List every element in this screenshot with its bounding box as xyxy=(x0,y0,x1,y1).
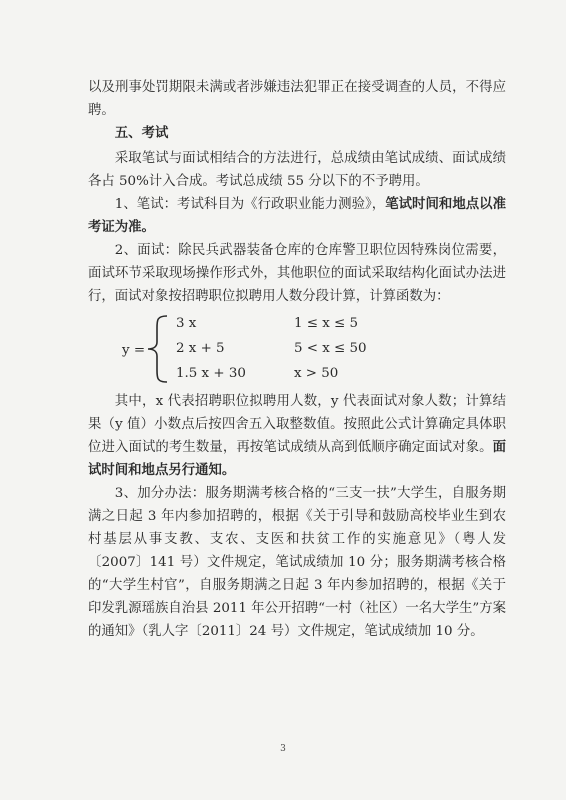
formula-cond-2: 5 < x ≤ 50 xyxy=(294,341,367,356)
formula-y-label: y = xyxy=(122,343,146,358)
interview-notice-bold: 面试时间和地点另行通知。 xyxy=(88,439,506,478)
paragraph-written-exam xyxy=(88,193,506,239)
left-brace-icon xyxy=(145,314,171,384)
paragraph-formula-explain xyxy=(88,390,506,482)
formula-cond-3: x > 50 xyxy=(294,366,339,381)
document-body xyxy=(88,76,506,643)
interview-formula xyxy=(88,312,506,386)
page-number: 3 xyxy=(280,744,286,754)
formula-expr-2: 2 x + 5 xyxy=(176,341,225,356)
written-exam-bold-note: 笔试时间和地点以准考证为准。 xyxy=(88,196,506,235)
paragraph-bonus-points: 3、加分办法：服务期满考核合格的“三支一扶”大学生，自服务期满之日起 3 年内参加招聘的，根据《关于引导和鼓励高校毕业生到农村基层从事支教、支农、支医和扶贫工作的实施意见》（粤人发〔2007〕141 号）文件规定，笔试成绩加 10 分；服务期满考核合格的“大学生村官”，自服务期满之日起 3 年内参加招聘的，根据《关于印发乳源瑶族自治县 2011 年公开招聘“一村（社区）一名大学生”方案的通知》（乳人字〔2011〕24 号）文件规定，笔试成绩加 10 分。 xyxy=(88,486,506,639)
formula-expr-1: 3 x xyxy=(176,316,197,331)
section-heading-exam: 五、考试 xyxy=(114,125,169,141)
formula-cond-1: 1 ≤ x ≤ 5 xyxy=(294,316,359,331)
paragraph-interview: 2、面试：除民兵武器装备仓库的仓库警卫职位因特殊岗位需要，面试环节采取现场操作形式外，其他职位的面试采取结构化面试办法进行，面试对象按招聘职位拟聘用人数分段计算，计算函数为： xyxy=(88,243,506,304)
formula-expr-3: 1.5 x + 30 xyxy=(176,366,246,381)
paragraph-continued: 以及刑事处罚期限未满或者涉嫌违法犯罪正在接受调查的人员，不得应聘。 xyxy=(88,80,506,118)
paragraph-exam-method: 采取笔试与面试相结合的方法进行，总成绩由笔试成绩、面试成绩各占 50%计入合成。考试总成绩 55 分以下的不予聘用。 xyxy=(88,151,506,189)
formula-explain-text: 其中，x 代表招聘职位拟聘用人数，y 代表面试对象人数；计算结果（y 值）小数点后按四舍五入取整数值。按照此公式计算确定具体职位进入面试的考生数量，再按笔试成绩从高到低顺序确定面试对象。 xyxy=(88,394,506,455)
written-exam-text: 1、笔试：考试科目为《行政职业能力测验》， xyxy=(114,197,386,212)
